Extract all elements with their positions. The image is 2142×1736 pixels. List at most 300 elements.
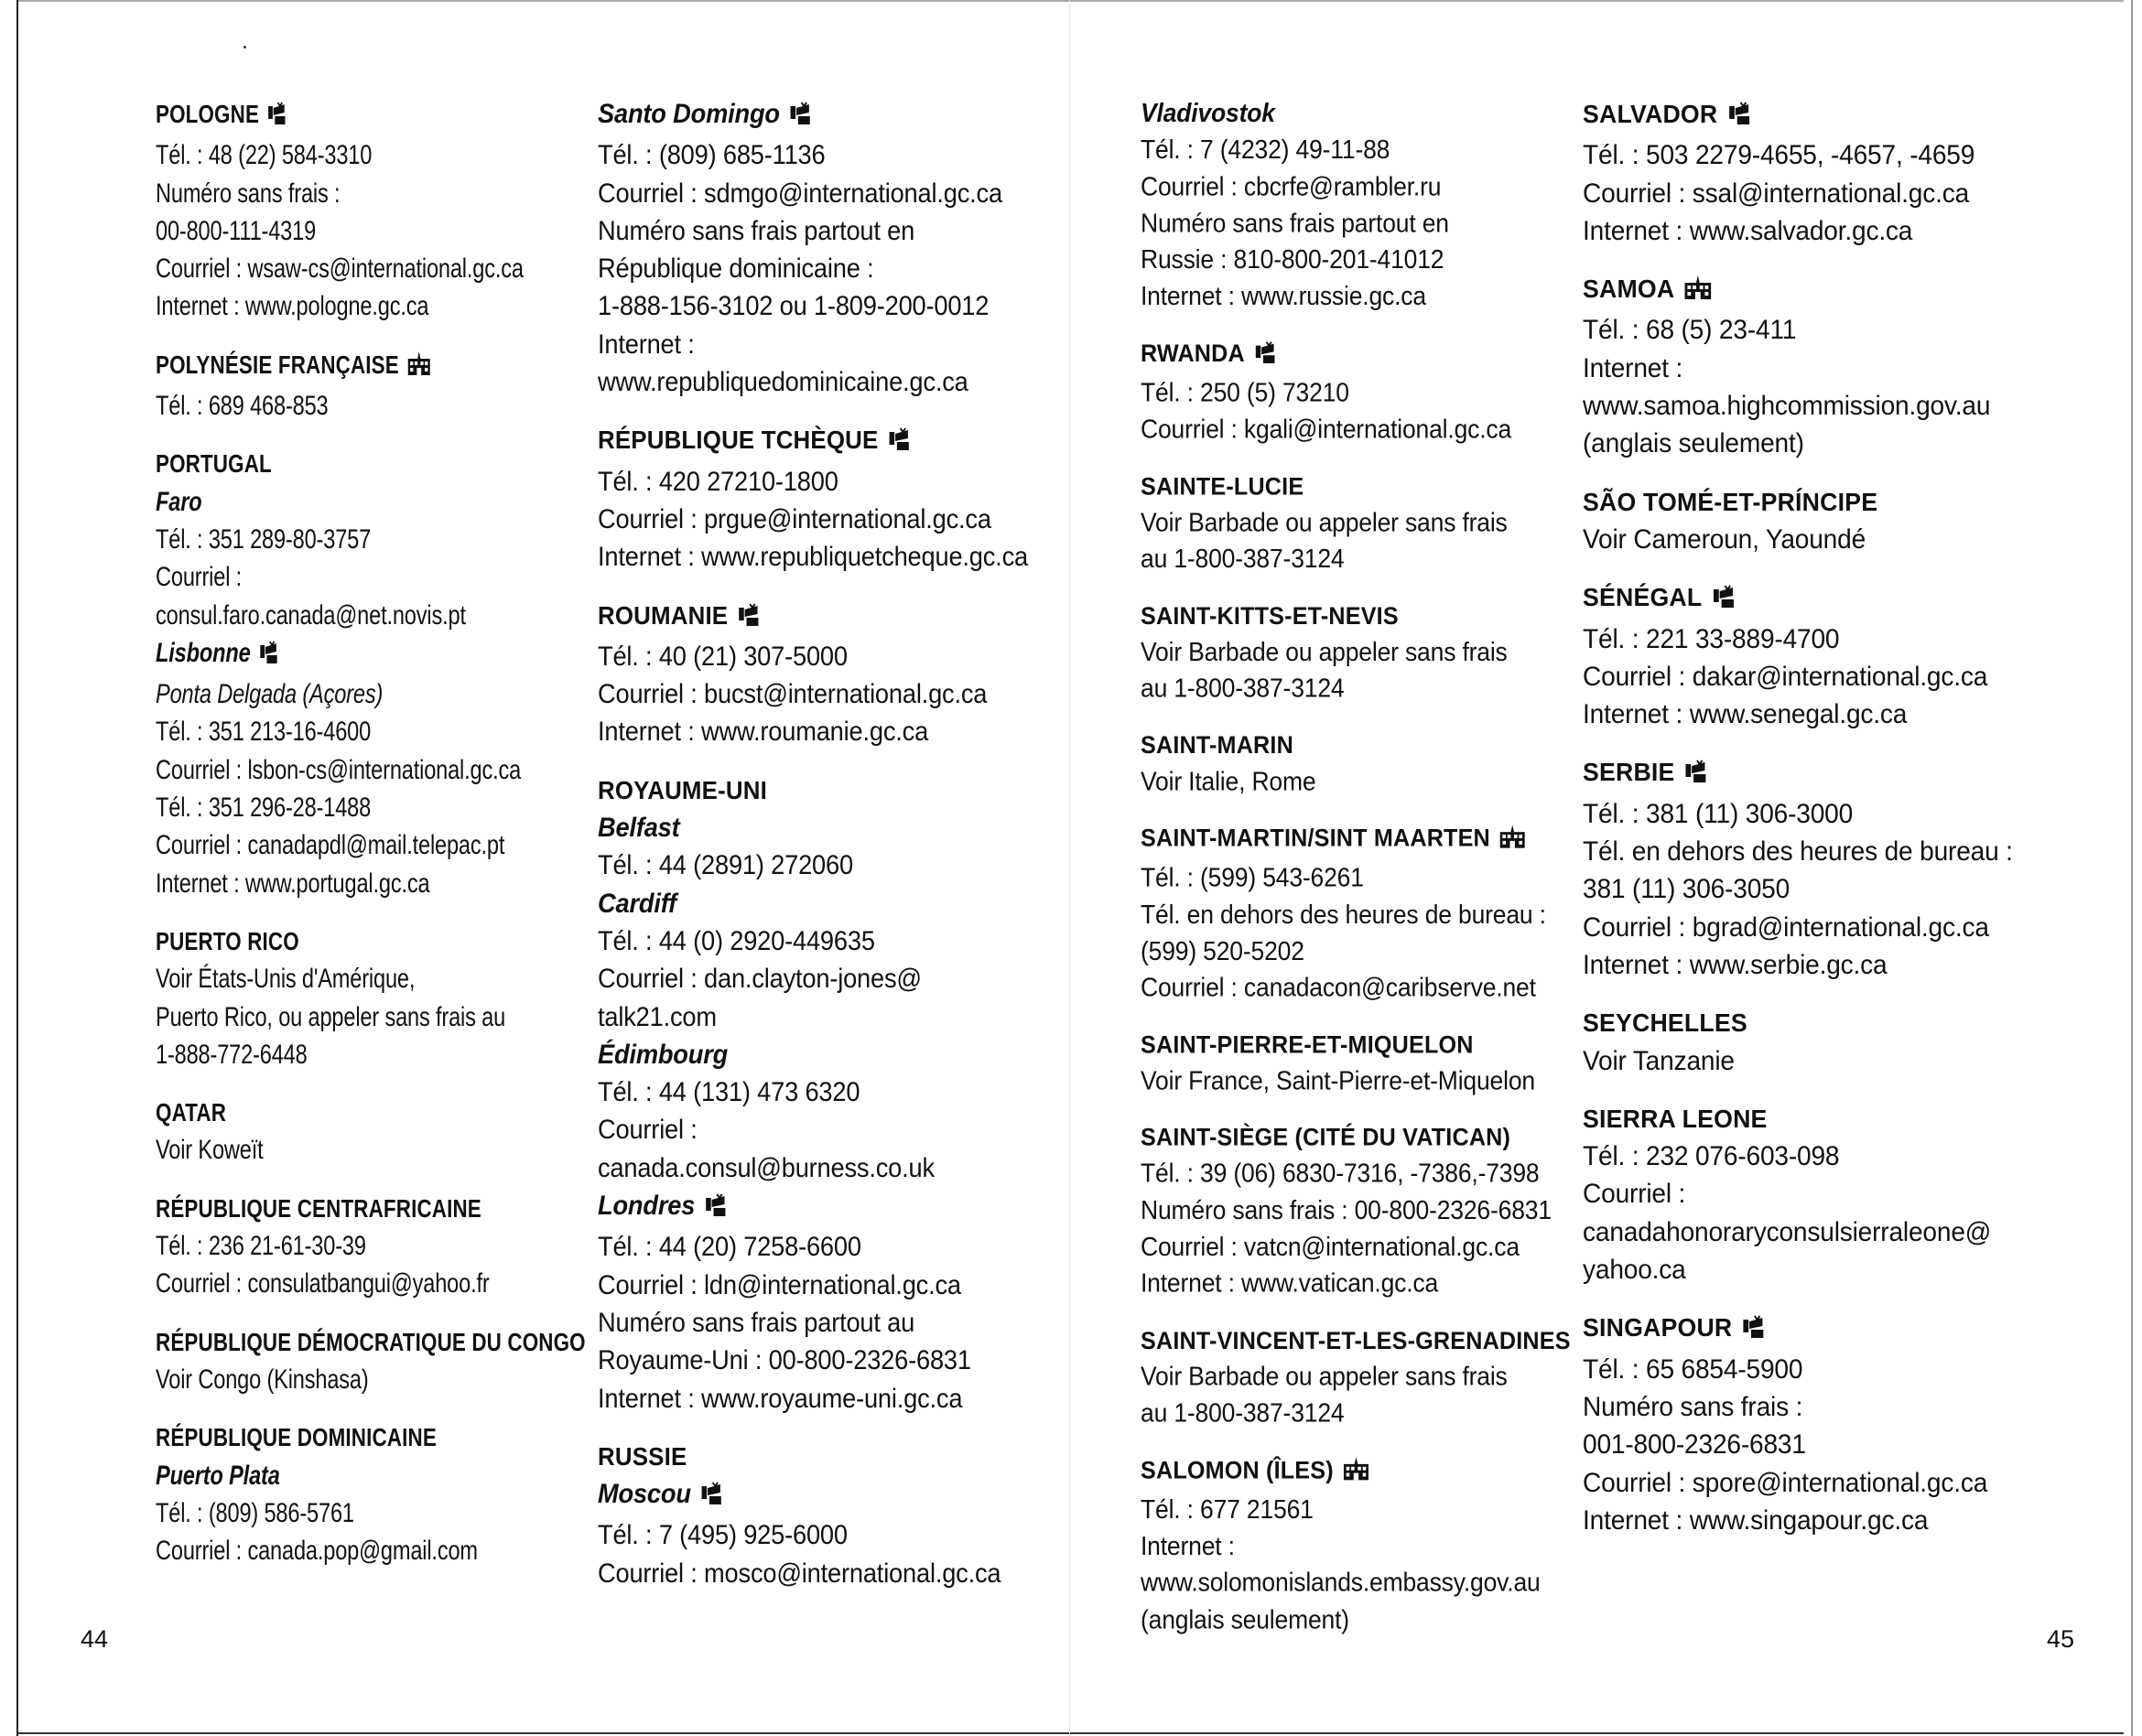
city-heading	[598, 1036, 995, 1073]
entry-text: Vladivostok	[1141, 98, 1275, 128]
entry-line	[1583, 1138, 1993, 1175]
entry-line	[1583, 695, 1993, 733]
entry-line	[1141, 278, 1527, 315]
entry-text: Courriel :	[1583, 1179, 1686, 1210]
city-heading	[598, 885, 995, 922]
city-heading	[598, 809, 995, 846]
entry-text: Tél. : 44 (20) 7258-6600	[598, 1232, 861, 1263]
entry-line	[1141, 168, 1527, 205]
consulate-flag-icon	[788, 99, 812, 136]
entry-text: Puerto Plata	[156, 1460, 280, 1491]
entry-text: Courriel : cbcrfe@rambler.ru	[1141, 172, 1442, 202]
entry-line	[1141, 1492, 1527, 1528]
entry-line	[1583, 1042, 1993, 1080]
entry-text: 381 (11) 306-3050	[1583, 874, 1790, 905]
entry-text: talk21.com	[598, 1001, 717, 1032]
country-heading	[1583, 753, 1993, 794]
entry-text: PUERTO RICO	[156, 926, 299, 955]
entry-text: SAMOA	[1583, 275, 1675, 304]
entry-text: Tél. en dehors des heures de bureau :	[1141, 900, 1546, 930]
country-heading	[1141, 1321, 1571, 1358]
entry-text: Voir États-Unis d'Amérique,	[156, 964, 416, 995]
country-heading	[598, 421, 995, 462]
entry-line	[598, 960, 995, 997]
entry-text: Lisbonne	[156, 637, 251, 668]
country-heading	[1141, 820, 1527, 860]
entry-text: Tél. en dehors des heures de bureau :	[1583, 836, 2013, 868]
entry-text: Internet : www.roumanie.gc.ca	[598, 717, 929, 748]
entry-text: RUSSIE	[598, 1441, 687, 1471]
entry-line	[1141, 1358, 1527, 1395]
entry-line	[1583, 350, 1993, 387]
entry-text: Courriel : mosco@international.gc.ca	[598, 1558, 1001, 1589]
page-edge-right	[2131, 0, 2133, 1736]
entry-text: Tél. : 7 (495) 925-6000	[598, 1520, 848, 1551]
entry-line	[156, 287, 500, 325]
country-heading	[156, 1418, 500, 1456]
country-heading	[156, 95, 500, 136]
consulate-flag-icon	[1711, 582, 1736, 620]
country-heading	[156, 1190, 500, 1227]
entry-text: Courriel :	[598, 1115, 698, 1146]
entry-line	[598, 1304, 995, 1342]
entry-line	[1141, 1192, 1552, 1229]
office-building-icon	[1342, 1455, 1370, 1492]
entry-text: Courriel : canadacon@caribserve.net	[1141, 973, 1536, 1003]
entry-text: Voir Congo (Kinshasa)	[156, 1364, 369, 1395]
entry-line	[156, 387, 500, 425]
entry-line	[1141, 970, 1536, 1007]
entry-line	[598, 675, 995, 713]
entry-line	[1141, 132, 1527, 168]
entry-text: Courriel : sdmgo@international.gc.ca	[598, 178, 1002, 209]
consulate-flag-icon	[266, 99, 287, 136]
entry-text: Courriel :	[156, 562, 243, 593]
entry-text: SALOMON (ÎLES)	[1141, 1455, 1334, 1483]
entry-text: Faro	[156, 486, 202, 517]
entry-text: Courriel : consulatbangui@yahoo.fr	[156, 1268, 490, 1299]
country-heading	[1141, 1451, 1527, 1492]
entry-text: Tél. : 39 (06) 6830-7316, -7386,-7398	[1141, 1159, 1540, 1189]
entry-line	[1141, 205, 1527, 242]
city-heading	[156, 483, 500, 521]
country-heading	[1141, 598, 1527, 634]
entry-text: Courriel : dan.clayton-jones@	[598, 964, 922, 995]
entry-text: SIERRA LEONE	[1583, 1104, 1768, 1133]
entry-line	[1583, 1175, 1993, 1213]
entry-line	[1583, 620, 1993, 658]
entry-text: Ponta Delgada (Açores)	[156, 679, 384, 710]
page-gutter	[1069, 0, 1070, 1736]
entry-text: Tél. : 44 (2891) 272060	[598, 850, 853, 881]
entry-text: Courriel : ldn@international.gc.ca	[598, 1269, 961, 1300]
entry-text: RÉPUBLIQUE TCHÈQUE	[598, 426, 879, 455]
page-edge-top	[18, 0, 2124, 2]
entry-text: Courriel : prgue@international.gc.ca	[598, 503, 991, 534]
consulate-flag-icon	[703, 1191, 727, 1228]
entry-text: Tél. : 48 (22) 584-3310	[156, 140, 373, 171]
entry-line	[1583, 175, 1993, 212]
entry-text: Tél. : 65 6854-5900	[1583, 1353, 1803, 1385]
entry-text: (anglais seulement)	[1583, 428, 1804, 459]
country-heading	[1583, 483, 1993, 521]
entry-line	[598, 713, 995, 750]
country-heading	[598, 597, 995, 638]
page-number-right: 45	[2047, 1625, 2075, 1653]
consulate-flag-icon	[1726, 99, 1751, 136]
entry-text: Tél. : 232 076-603-098	[1583, 1141, 1840, 1172]
country-heading	[1583, 270, 1993, 311]
sub-heading	[156, 675, 500, 713]
entry-text: Royaume-Uni : 00-800-2326-6831	[598, 1345, 971, 1376]
entry-text: Courriel : canada.pop@gmail.com	[156, 1536, 478, 1567]
entry-line	[156, 751, 522, 789]
entry-text: SÉNÉGAL	[1583, 583, 1703, 612]
entry-text: www.solomonislands.embassy.gov.au	[1141, 1568, 1541, 1598]
page-edge-left	[16, 0, 18, 1736]
entry-text: 001-800-2326-6831	[1583, 1429, 1806, 1461]
entry-line	[1583, 387, 1993, 425]
entry-line	[156, 865, 500, 902]
entry-line	[156, 136, 500, 174]
entry-text: Courriel : dakar@international.gc.ca	[1583, 661, 1988, 692]
entry-text: Belfast	[598, 813, 680, 844]
entry-text: Courriel : lsbon-cs@international.gc.ca	[156, 754, 522, 785]
entry-line	[156, 826, 505, 864]
entry-text: Tél. : 689 468-853	[156, 391, 329, 422]
entry-line	[1141, 1601, 1527, 1638]
entry-text: ROUMANIE	[598, 600, 729, 630]
entry-line	[1141, 860, 1527, 897]
entry-text: (anglais seulement)	[1141, 1604, 1349, 1634]
entry-text: Internet :	[1583, 352, 1683, 383]
entry-text: RÉPUBLIQUE DÉMOCRATIQUE DU CONGO	[156, 1327, 586, 1356]
entry-line	[598, 363, 995, 401]
entry-text: au 1-800-387-3124	[1141, 674, 1345, 704]
city-heading	[598, 1187, 995, 1228]
entry-text: SAINTE-LUCIE	[1141, 471, 1304, 501]
entry-text: Internet :	[1141, 1531, 1235, 1561]
entry-text: SAINT-PIERRE-ET-MIQUELON	[1141, 1030, 1474, 1059]
entry-text: Courriel : spore@international.gc.ca	[1583, 1467, 1988, 1498]
entry-text: 00-800-111-4319	[156, 215, 317, 246]
country-heading	[1583, 578, 1993, 620]
entry-line	[156, 558, 500, 596]
entry-text: au 1-800-387-3124	[1141, 1398, 1345, 1429]
entry-text: Numéro sans frais :	[1583, 1391, 1803, 1422]
consulate-flag-icon	[736, 600, 760, 638]
entry-text: canadahonoraryconsulsierraleone@	[1583, 1216, 1992, 1247]
entry-line	[598, 1228, 995, 1266]
speck	[243, 46, 246, 49]
entry-text: Internet : www.salvador.gc.ca	[1583, 215, 1913, 246]
consulate-flag-icon	[1253, 339, 1276, 375]
entry-text: Internet : www.russie.gc.ca	[1141, 282, 1426, 312]
entry-text: Internet : www.portugal.gc.ca	[156, 868, 430, 899]
entry-line	[598, 1342, 995, 1379]
entry-line	[1141, 1062, 1535, 1099]
entry-line	[1141, 504, 1527, 541]
entry-line	[156, 1131, 500, 1169]
entry-line	[1583, 1213, 1993, 1251]
entry-text: SAINT-MARIN	[1141, 731, 1293, 760]
entry-text: Internet : www.senegal.gc.ca	[1583, 699, 1908, 730]
entry-text: Voir Barbade ou appeler sans frais	[1141, 508, 1508, 538]
entry-line	[598, 212, 995, 250]
entry-line	[1141, 933, 1527, 970]
entry-line	[1141, 1229, 1527, 1266]
entry-text: Tél. : 677 21561	[1141, 1494, 1314, 1525]
entry-text: Numéro sans frais :	[156, 178, 341, 209]
entry-line	[1141, 1565, 1541, 1601]
entry-line	[1583, 1464, 1993, 1502]
entry-text: SINGAPOUR	[1583, 1313, 1733, 1342]
entry-text: PORTUGAL	[156, 449, 272, 479]
entry-line	[1141, 242, 1527, 278]
city-heading	[156, 1457, 500, 1494]
entry-line	[598, 998, 995, 1036]
office-building-icon	[1498, 824, 1527, 860]
entry-line	[1141, 1156, 1540, 1192]
country-heading	[1583, 1004, 1993, 1041]
entry-line	[1583, 521, 1993, 558]
entry-line	[1583, 795, 1993, 833]
entry-line	[156, 1361, 500, 1398]
column-4	[1583, 95, 2013, 1539]
entry-line	[1583, 1251, 1993, 1289]
entry-text: Tél. : 351 213-16-4600	[156, 717, 372, 748]
entry-line	[598, 1149, 995, 1187]
country-heading	[598, 771, 995, 809]
entry-text: Internet : www.royaume-uni.gc.ca	[598, 1383, 963, 1414]
country-heading	[1141, 468, 1527, 504]
consulate-flag-icon	[699, 1479, 723, 1516]
entry-text: Londres	[598, 1191, 696, 1222]
entry-line	[156, 789, 500, 826]
entry-text: Internet : www.serbie.gc.ca	[1583, 949, 1888, 980]
entry-text: Internet : www.vatican.gc.ca	[1141, 1268, 1439, 1299]
entry-text: Courriel : wsaw-cs@international.gc.ca	[156, 253, 524, 285]
consulate-flag-icon	[258, 638, 278, 675]
entry-text: Tél. : (599) 543-6261	[1141, 863, 1364, 893]
entry-text: Numéro sans frais : 00-800-2326-6831	[1141, 1195, 1552, 1225]
entry-line	[1583, 833, 2013, 870]
entry-line	[156, 250, 524, 287]
entry-text: Courriel : bucst@international.gc.ca	[598, 679, 988, 710]
entry-line	[156, 212, 500, 250]
entry-line	[156, 960, 500, 997]
entry-line	[1583, 909, 1993, 946]
city-heading	[1141, 95, 1527, 132]
entry-text: RÉPUBLIQUE CENTRAFRICAINE	[156, 1193, 481, 1223]
country-heading	[1583, 1100, 1993, 1138]
entry-text: Tél. : 503 2279-4655, -4657, -4659	[1583, 140, 1975, 171]
entry-text: Voir Cameroun, Yaoundé	[1583, 523, 1866, 555]
entry-text: POLOGNE	[156, 100, 260, 128]
entry-text: SAINT-SIÈGE (CITÉ DU VATICAN)	[1141, 1123, 1511, 1151]
entry-line	[1583, 946, 1993, 984]
page-number-left: 44	[81, 1625, 109, 1653]
entry-line	[598, 1111, 995, 1148]
entry-text: Tél. : 381 (11) 306-3000	[1583, 798, 1854, 829]
entry-text: République dominicaine :	[598, 253, 874, 285]
entry-text: Puerto Rico, ou appeler sans frais au	[156, 1001, 506, 1032]
entry-line	[1583, 1426, 1993, 1463]
entry-line	[156, 175, 500, 212]
entry-text: Tél. : (809) 586-5761	[156, 1497, 354, 1528]
country-heading	[1583, 1309, 1993, 1350]
entry-text: Voir Koweït	[156, 1135, 264, 1166]
entry-line	[598, 287, 995, 325]
country-heading	[156, 445, 500, 482]
entry-text: 1-888-156-3102 ou 1-809-200-0012	[598, 291, 990, 322]
entry-line	[598, 136, 995, 174]
entry-text: canada.consul@burness.co.uk	[598, 1152, 935, 1183]
entry-text: (599) 520-5202	[1141, 936, 1304, 966]
page-edge-bottom	[18, 1732, 2124, 1734]
entry-line	[156, 1227, 500, 1265]
entry-text: Tél. : (809) 685-1136	[598, 140, 826, 171]
entry-text: SEYCHELLES	[1583, 1008, 1747, 1038]
entry-text: Cardiff	[598, 888, 676, 919]
entry-line	[156, 1265, 500, 1302]
entry-text: SALVADOR	[1583, 100, 1718, 128]
entry-line	[1583, 136, 1993, 174]
entry-line	[1583, 1388, 1993, 1426]
entry-text: Tél. : 420 27210-1800	[598, 466, 838, 497]
entry-line	[156, 597, 500, 634]
column-3	[1141, 95, 1571, 1638]
entry-text: Tél. : 351 296-28-1488	[156, 793, 372, 824]
entry-text: consul.faro.canada@net.novis.pt	[156, 599, 466, 631]
entry-line	[598, 638, 995, 675]
entry-text: Courriel : ssal@international.gc.ca	[1583, 178, 1970, 209]
entry-line	[1583, 1351, 1993, 1388]
entry-line	[598, 1555, 1001, 1592]
entry-text: SERBIE	[1583, 758, 1675, 787]
consulate-flag-icon	[1741, 1312, 1766, 1350]
entry-text: Voir Barbade ou appeler sans frais	[1141, 1362, 1508, 1392]
city-heading	[598, 1475, 995, 1516]
entry-text: Numéro sans frais partout en	[1141, 209, 1449, 239]
entry-line	[598, 463, 995, 501]
entry-text: SÃO TOMÉ-ET-PRÍNCIPE	[1583, 487, 1878, 516]
entry-line	[598, 1073, 995, 1111]
entry-text: www.samoa.highcommission.gov.au	[1583, 391, 1991, 422]
entry-text: au 1-800-387-3124	[1141, 545, 1345, 575]
entry-text: Voir Tanzanie	[1583, 1045, 1735, 1076]
city-heading	[156, 634, 500, 675]
entry-text: SAINT-KITTS-ET-NEVIS	[1141, 601, 1399, 630]
entry-line	[598, 175, 1002, 212]
entry-line	[598, 1516, 995, 1554]
entry-line	[1583, 212, 1993, 250]
entry-text: Courriel : vatcn@international.gc.ca	[1141, 1232, 1520, 1262]
entry-text: Tél. : 44 (131) 473 6320	[598, 1077, 860, 1108]
country-heading	[1583, 95, 1993, 136]
entry-line	[1141, 1266, 1527, 1302]
entry-text: Courriel : bgrad@international.gc.ca	[1583, 911, 1989, 943]
entry-text: Tél. : 236 21-61-30-39	[156, 1231, 366, 1262]
entry-text: Numéro sans frais partout en	[598, 215, 915, 246]
entry-text: ROYAUME-UNI	[598, 775, 767, 804]
entry-text: POLYNÉSIE FRANÇAISE	[156, 350, 399, 379]
entry-text: Numéro sans frais partout au	[598, 1307, 915, 1338]
consulate-flag-icon	[887, 425, 911, 462]
entry-text: Tél. : 221 33-889-4700	[1583, 623, 1840, 654]
country-heading	[1141, 1119, 1527, 1156]
entry-text: Courriel : kgali@international.gc.ca	[1141, 415, 1512, 445]
entry-line	[1141, 897, 1546, 933]
entry-line	[1141, 1528, 1527, 1565]
country-heading	[156, 1094, 500, 1131]
entry-text: Tél. : 68 (5) 23-411	[1583, 315, 1797, 346]
entry-text: Tél. : 250 (5) 73210	[1141, 378, 1349, 408]
entry-line	[598, 1380, 995, 1418]
entry-text: SAINT-VINCENT-ET-LES-GRENADINES	[1141, 1326, 1571, 1354]
entry-line	[598, 846, 995, 884]
entry-text: yahoo.ca	[1583, 1255, 1686, 1286]
entry-line	[598, 250, 995, 287]
country-heading	[1141, 335, 1527, 375]
entry-line	[1583, 311, 1993, 349]
entry-text: Voir Barbade ou appeler sans frais	[1141, 637, 1508, 667]
entry-line	[156, 1494, 500, 1532]
entry-line	[156, 998, 506, 1036]
entry-line	[156, 1532, 500, 1569]
entry-line	[598, 501, 995, 538]
entry-text: Santo Domingo	[598, 99, 780, 129]
entry-line	[1583, 658, 1993, 695]
column-1	[156, 95, 586, 1569]
entry-text: RWANDA	[1141, 339, 1245, 367]
entry-line	[1141, 671, 1527, 707]
entry-line	[156, 713, 500, 750]
entry-text: Internet : www.pologne.gc.ca	[156, 291, 429, 322]
entry-text: QATAR	[156, 1098, 227, 1127]
country-heading	[156, 346, 500, 387]
country-heading	[1141, 1026, 1527, 1062]
entry-text: www.republiquedominicaine.gc.ca	[598, 367, 968, 398]
entry-line	[1141, 763, 1527, 800]
entry-line	[156, 521, 500, 558]
entry-line	[1583, 870, 1993, 908]
entry-text: Internet : www.republiquetcheque.gc.ca	[598, 542, 1028, 573]
country-heading	[598, 1438, 995, 1475]
entry-line	[1141, 541, 1527, 577]
entry-line	[1141, 412, 1527, 448]
entry-text: Russie : 810-800-201-41012	[1141, 245, 1444, 275]
entry-line	[1141, 1395, 1527, 1431]
entry-text: Tél. : 351 289-80-3757	[156, 523, 372, 555]
entry-line	[1583, 1502, 1993, 1539]
entry-text: SAINT-MARTIN/SINT MAARTEN	[1141, 824, 1490, 852]
entry-line	[1583, 425, 1993, 462]
entry-text: Édimbourg	[598, 1039, 729, 1070]
city-heading	[598, 95, 995, 136]
entry-line	[598, 1267, 995, 1304]
entry-line	[598, 922, 995, 960]
entry-text: Internet :	[598, 329, 695, 360]
entry-line	[598, 538, 1028, 576]
entry-text: Tél. : 7 (4232) 49-11-88	[1141, 135, 1390, 165]
office-building-icon	[406, 350, 431, 387]
column-2	[598, 95, 1028, 1592]
entry-text: Courriel : canadapdl@mail.telepac.pt	[156, 830, 505, 861]
entry-text: Moscou	[598, 1479, 691, 1510]
office-building-icon	[1683, 274, 1713, 311]
entry-text: Internet : www.singapour.gc.ca	[1583, 1504, 1929, 1536]
